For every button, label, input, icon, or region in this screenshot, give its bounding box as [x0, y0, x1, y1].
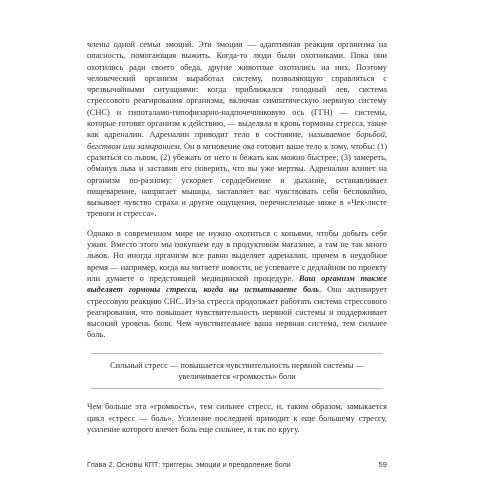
page-body: [87, 39, 387, 435]
body-paragraph: [87, 39, 387, 220]
text-run: . Он в мгновение ока готовит ваше тело к тому, чтобы: (1) сразиться со львом, (2) убежать от него и бежать как можно быстрее; (3) замереть, обманув льва и заставив его поверить, что вы уже мертвы. Адреналин влияет на организм по-разному: ускоряет сердцебиение и дыхание, останавливает пищеварение, напрягает мышцы, заставляет вас чувствовать себя беспокойно, вызывает чувство страха и другие ощущения, перечисленные ниже в «Чек-листе тревоги и стресса».: [87, 141, 387, 219]
callout-bottom-rule: [91, 388, 383, 389]
closing-paragraph: Чем больше эта «громкость», тем сильнее стресс, и, таким образом, замыкается цикл «стресс — боль». Усиление последней приводит к еще большему стрессу, усиление которого влечет боль еще сильнее, и так по кругу.: [87, 402, 387, 434]
page-footer: [87, 460, 387, 469]
body-paragraphs: [87, 39, 387, 341]
text-run: члены одной семьи эмоций. Эти эмоции — адаптивная реакция организма на опасность, помогающая выжить. Когда-то люди были охотниками. Пока они охотились ради своего обеда, другие животные охотились на них. Поэтому человеческий организм выработал систему, позволяющую справляться с чрезвычайными ситуациями: когда приближался голодный лев, система стрессового реагирования организма, включая симпатическую нервную систему (СНС) и гипоталамо-гипофизарно-надпочечниковую ось (ГГН) — системы, которые готовят организм к действию, — выделяла в кровь гормоны стресса, такие как адреналин. Адреналин приводит тело в состояние, называемое: [87, 40, 387, 140]
text-run: . Она активирует стрессовую реакцию СНС. Из-за стресса продолжает работать система стрессового реагирования, что повышает чувствительность нервной системы и поддерживает высокий уровень боли. Чем чувствительнее ваша нервная система, тем сильнее боль.: [87, 285, 387, 340]
text-run: Однако в современном мире не нужно охотиться с копьями, чтобы добыть себе ужин. Вместо этого мы покупаем еду в продуктовом магазине, а там не так много львов. Но иногда организм все равно выделяет адреналин, причем в неудобное время — например, когда вы читаете новости, не успеваете с дедлайном по проекту или думаете о предстоящей медицинской процедуре.: [87, 228, 387, 283]
page-number: 59: [378, 460, 387, 469]
emphasized-text-run: борьбой, бегством или замиранием: [87, 130, 387, 151]
callout-top-rule: [91, 353, 383, 354]
callout-text: Сильный стресс — повышается чувствительность нервной системы — увеличивается «громкость» боли: [110, 360, 364, 382]
footer-chapter-title: Глава 2. Основы КПТ: триггеры, эмоции и преодоление боли: [87, 460, 291, 469]
body-paragraph: [87, 228, 387, 341]
emphasized-text-run: Ваш организм также выделяет гормоны стресса, когда вы испытываете боль: [87, 273, 387, 295]
